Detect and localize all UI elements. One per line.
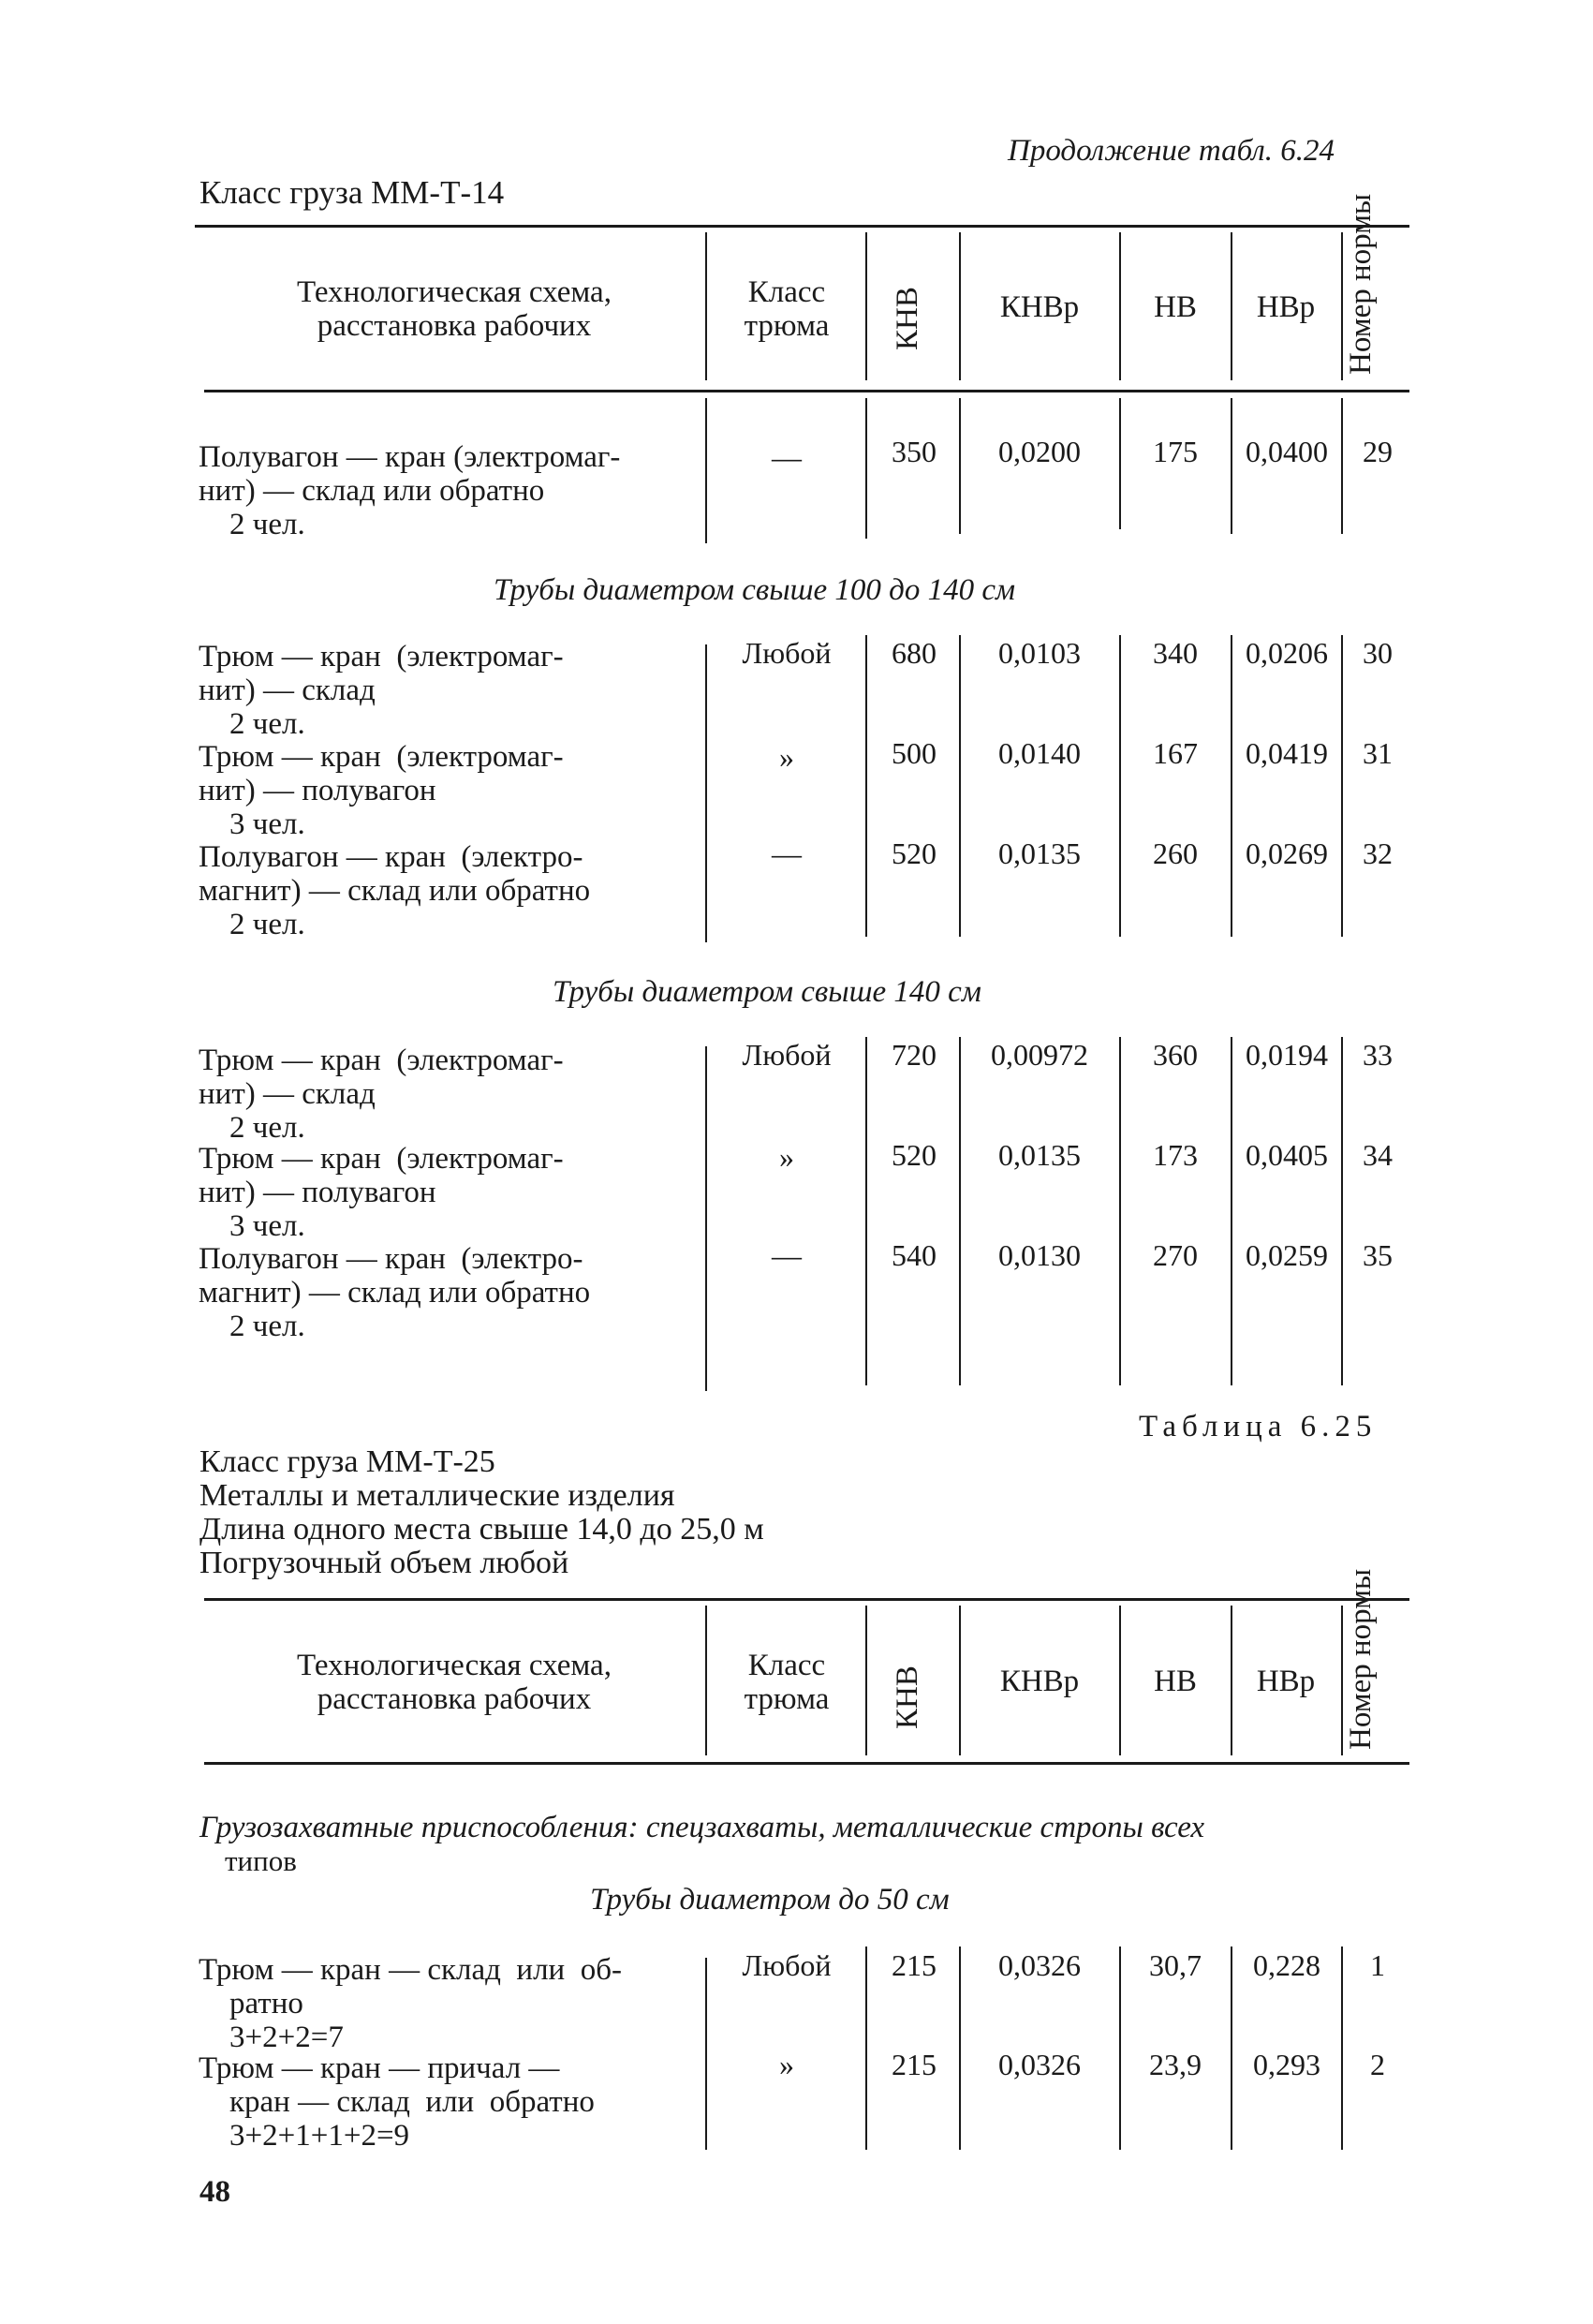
- table1-hdr-divider: [1119, 232, 1121, 380]
- section3-divider: [1231, 1037, 1232, 1385]
- section-title: Трубы диаметром свыше 100 до 140 см: [494, 573, 1016, 607]
- row-norm: 30: [1363, 636, 1393, 670]
- row-norm: 29: [1363, 435, 1393, 468]
- section2-divider: [1341, 635, 1343, 937]
- gripping-devices: Грузозахватные приспособления: спецзахваты, металлические стропы всех: [199, 1811, 1205, 1844]
- header-scheme-line1: Технологическая схема,: [297, 275, 612, 309]
- header-nvr: НВр: [1256, 290, 1316, 324]
- table1-hdr-divider: [1341, 232, 1343, 380]
- header-knv: КНВ: [891, 1665, 924, 1729]
- row-norm: 1: [1370, 1948, 1385, 1982]
- row-knvr: 0,0135: [998, 1138, 1081, 1172]
- table2-hdr-divider: [705, 1606, 707, 1755]
- header-scheme-line2: расстановка рабочих: [317, 309, 592, 343]
- row-nvr: 0,0194: [1246, 1038, 1328, 1072]
- row-knv: 215: [892, 2048, 937, 2081]
- section2-divider: [1119, 635, 1121, 937]
- table1-body-divider: [1119, 398, 1121, 529]
- row-nvr: 0,293: [1253, 2048, 1320, 2081]
- table2-body-divider: [865, 1947, 867, 2150]
- row-hold: Любой: [742, 1038, 832, 1072]
- table1-body-divider: [959, 398, 961, 534]
- header-norm-line2: нормы: [1344, 1568, 1378, 1657]
- row-scheme: Полувагон — кран (электро- магнит) — склад или обратно 2 чел.: [199, 840, 591, 941]
- row-scheme: Трюм — кран — причал — кран — склад или обратно 3+2+1+1+2=9: [199, 2051, 595, 2153]
- table2-body-divider: [705, 1958, 707, 2150]
- row-hold: »: [779, 740, 794, 774]
- row-knvr: 0,0326: [998, 1948, 1081, 1982]
- cargo-class-title: Класс груза ММ-Т-14: [199, 174, 505, 211]
- row-knv: 520: [892, 836, 937, 870]
- table2-body-divider: [1231, 1947, 1232, 2150]
- row-scheme: Трюм — кран (электромаг- нит) — полувагон 3 чел.: [199, 1142, 564, 1243]
- table2-header-rule: [204, 1762, 1409, 1765]
- table-label: Таблица 6.25: [1139, 1410, 1378, 1443]
- header-hold-class: [721, 1649, 852, 1716]
- section2-divider: [1231, 635, 1232, 937]
- header-norm-number: [1344, 193, 1409, 375]
- info-line: Погрузочный объем любой: [199, 1546, 569, 1580]
- row-scheme: Трюм — кран (электромаг- нит) — склад 2 чел.: [199, 1044, 564, 1145]
- header-knv: КНВ: [891, 287, 924, 350]
- row-knv: 720: [892, 1038, 937, 1072]
- row-hold: —: [772, 1238, 802, 1272]
- table1-hdr-divider: [705, 232, 707, 380]
- row-nvr: 0,0269: [1246, 836, 1328, 870]
- header-nvr: НВр: [1256, 1665, 1316, 1698]
- table2-hdr-divider: [865, 1606, 867, 1755]
- section3-divider: [1119, 1037, 1121, 1385]
- row-hold: »: [779, 1140, 794, 1174]
- table1-hdr-divider: [959, 232, 961, 380]
- table2-body-divider: [1341, 1947, 1343, 2150]
- row-nvr: 0,0405: [1246, 1138, 1328, 1172]
- table2-hdr-divider: [1119, 1606, 1121, 1755]
- row-hold: Любой: [742, 1948, 832, 1982]
- table1-body-divider: [1341, 398, 1343, 534]
- continuation-label: Продолжение табл. 6.24: [1008, 134, 1335, 168]
- row-norm: 35: [1363, 1238, 1393, 1272]
- row-knvr: 0,0140: [998, 736, 1081, 770]
- row-knvr: 0,0200: [998, 435, 1081, 468]
- row-nv: 23,9: [1149, 2048, 1202, 2081]
- header-hold-line1: Класс: [747, 1649, 826, 1682]
- row-knv: 540: [892, 1238, 937, 1272]
- section2-divider: [705, 644, 707, 942]
- page-number: 48: [199, 2175, 230, 2209]
- row-knv: 520: [892, 1138, 937, 1172]
- section2-divider: [959, 635, 961, 937]
- row-nv: 270: [1153, 1238, 1198, 1272]
- header-scheme-line1: Технологическая схема,: [297, 1649, 612, 1682]
- table1-body-divider: [865, 398, 867, 539]
- row-nv: 173: [1153, 1138, 1198, 1172]
- row-knvr: 0,0130: [998, 1238, 1081, 1272]
- section3-divider: [705, 1046, 707, 1391]
- header-scheme-line2: расстановка рабочих: [317, 1682, 592, 1716]
- info-line: Класс груза ММ-Т-25: [199, 1444, 495, 1479]
- row-nv: 340: [1153, 636, 1198, 670]
- row-nv: 360: [1153, 1038, 1198, 1072]
- row-nvr: 0,0206: [1246, 636, 1328, 670]
- section-title: Трубы диаметром свыше 140 см: [553, 975, 981, 1009]
- gripping-devices-cont: типов: [225, 1844, 297, 1877]
- row-hold: —: [772, 836, 802, 870]
- row-nvr: 0,0259: [1246, 1238, 1328, 1272]
- table2-body-divider: [959, 1947, 961, 2150]
- header-norm-line1: Номер: [1344, 289, 1378, 375]
- header-knvr: КНВр: [999, 290, 1080, 324]
- row-norm: 33: [1363, 1038, 1393, 1072]
- table2-top-rule: [204, 1598, 1409, 1601]
- header-nv: НВ: [1154, 1665, 1197, 1698]
- row-scheme: Полувагон — кран (электро- магнит) — склад или обратно 2 чел.: [199, 1242, 591, 1343]
- row-norm: 2: [1370, 2048, 1385, 2081]
- row-knv: 680: [892, 636, 937, 670]
- header-hold-class: [721, 275, 852, 343]
- row-scheme: Трюм — кран — склад или об- ратно 3+2+2=7: [199, 1953, 622, 2054]
- row-nvr: 0,0400: [1246, 435, 1328, 468]
- info-line: Длина одного места свыше 14,0 до 25,0 м: [199, 1512, 764, 1547]
- row-knvr: 0,0135: [998, 836, 1081, 870]
- table1-header-rule: [204, 390, 1409, 392]
- section3-divider: [959, 1037, 961, 1385]
- section3-divider: [1341, 1037, 1343, 1385]
- table1-hdr-divider: [865, 232, 867, 380]
- row-scheme: Трюм — кран (электромаг- нит) — склад 2 чел.: [199, 640, 564, 741]
- info-line: Металлы и металлические изделия: [199, 1478, 675, 1513]
- header-hold-line1: Класс: [747, 275, 826, 309]
- row-knv: 500: [892, 736, 937, 770]
- row-norm: 34: [1363, 1138, 1393, 1172]
- header-hold-line2: трюма: [744, 1682, 830, 1716]
- row-knvr: 0,0103: [998, 636, 1081, 670]
- header-knvr: КНВр: [999, 1665, 1080, 1698]
- table2-hdr-divider: [959, 1606, 961, 1755]
- row-hold: —: [772, 440, 802, 474]
- row-nv: 260: [1153, 836, 1198, 870]
- row-knv: 350: [892, 435, 937, 468]
- table1-body-divider: [705, 398, 707, 543]
- header-norm-number: [1344, 1568, 1409, 1750]
- table1-hdr-divider: [1231, 232, 1232, 380]
- section-title: Трубы диаметром до 50 см: [590, 1883, 950, 1917]
- section3-divider: [865, 1037, 867, 1385]
- row-norm: 31: [1363, 736, 1393, 770]
- row-knvr: 0,0326: [998, 2048, 1081, 2081]
- table2-hdr-divider: [1341, 1606, 1343, 1755]
- row-nv: 30,7: [1149, 1948, 1202, 1982]
- row-hold: Любой: [742, 636, 832, 670]
- table1-body-divider: [1231, 398, 1232, 534]
- table2-body-divider: [1119, 1947, 1121, 2150]
- header-hold-line2: трюма: [744, 309, 830, 343]
- table1-top-rule: [195, 225, 1409, 228]
- section2-divider: [865, 635, 867, 937]
- row-scheme: Трюм — кран (электромаг- нит) — полувагон 3 чел.: [199, 740, 564, 841]
- row-scheme: Полувагон — кран (электромаг- нит) — склад или обратно 2 чел.: [199, 440, 621, 541]
- header-norm-line2: нормы: [1344, 193, 1378, 282]
- header-scheme: [225, 1649, 684, 1716]
- row-hold: »: [779, 2048, 794, 2081]
- row-nv: 175: [1153, 435, 1198, 468]
- row-nv: 167: [1153, 736, 1198, 770]
- table2-hdr-divider: [1231, 1606, 1232, 1755]
- row-norm: 32: [1363, 836, 1393, 870]
- header-scheme: [225, 275, 684, 343]
- header-norm-line1: Номер: [1344, 1664, 1378, 1750]
- row-nvr: 0,0419: [1246, 736, 1328, 770]
- row-nvr: 0,228: [1253, 1948, 1320, 1982]
- row-knvr: 0,00972: [991, 1038, 1088, 1072]
- header-nv: НВ: [1154, 290, 1197, 324]
- row-knv: 215: [892, 1948, 937, 1982]
